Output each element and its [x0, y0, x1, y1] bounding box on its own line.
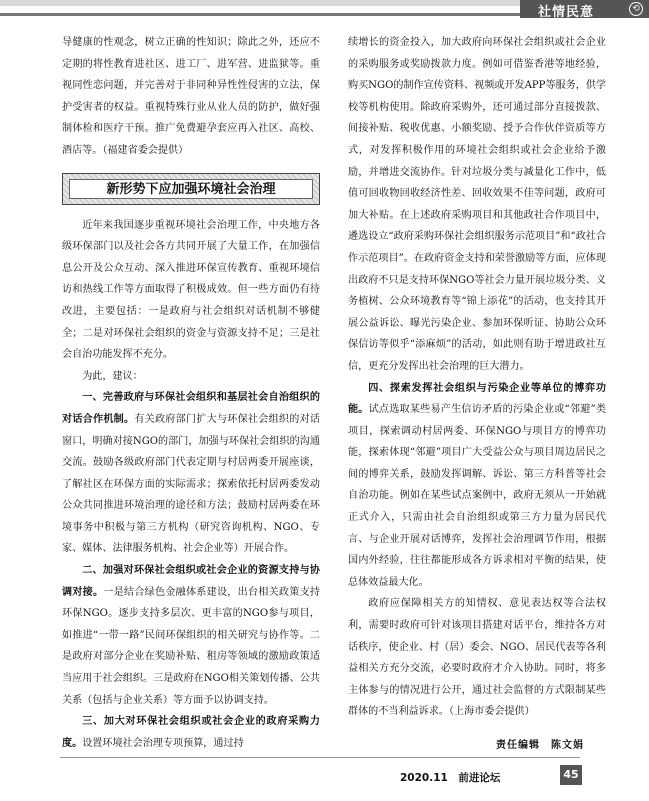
article-title: 新形势下应加强环境社会治理	[69, 179, 313, 199]
closing-paragraph	[348, 593, 606, 723]
suggestion-1-heading: 一、完善政府与环保社会组织和基层社会自治组织的对话合作机制。	[62, 392, 320, 425]
suggestion-3-continued: 续增长的资金投入，加大政府向环保社会组织或社会企业的采购服务或奖励拨款力度。例如可借鉴香港等地经验，购买NGO的制作宣传资料、视频或开发APP等服务，供学校等机构使用。除政府采购外，还可通过部分直接拨款、间接补贴、税收优惠、小额奖励、授予合作伙伴资质等方式，对发挥积极作用的环境社会组织或社会企业给予激励，并增进交流协作。针对垃圾分类与减量化工作中，低值可回收物回收经济性差、回收效果不佳等问题，政府可加大补贴。在上述政府采购项目和其他政社合作项目中，遴选设立“政府采购环保社会组织服务示范项目”和“政社合作示范项目”。在政府资金支持和荣誉激励等方面，应体现出政府不只是支持环保NGO等社会力量开展垃圾分类、义务植树、公众环境教育等“锦上添花”的活动，也支持其开展公益诉讼、曝光污染企业、参加环保听证、协助公众环保信访等似乎“添麻烦”的活动，如此则有助于增进政社互信，更充分发挥出社会治理的巨大潜力。	[348, 37, 607, 372]
suggestion-4-body: 试点选取某些易产生信访矛盾的污染企业或“邻避”类项目，探索调动村居两委、环保NGO与项目方的博弈功能，探索体现“邻避”项目广大受益公众与项目周边居民之间的博弈关系，鼓励发挥调解、诉讼、第三方科普等社会自治功能。例如在某些试点案例中，政府无须从一开始就正式介入，只需由社会自治组织或第三方力量为居民代言、与企业开展对话博弈，发挥社会治理调节作用，根据国内外经验，往往都能形成各方诉求相对平衡的结果，使总体效益最大化。	[348, 404, 606, 588]
circle-arrow-icon: ⟲	[629, 2, 643, 16]
suggestion-1-body: 有关政府部门扩大与环保社会组织的对话窗口，明确对接NGO的部门，加强与环保社会组织的沟通交流。鼓励各级政府部门代表定期与村居两委开展座谈，了解社区在环保方面的实际需求；探索依托村居两委发动公众共同推进环境治理的途径和方法；鼓励村居两委在环境事务中积极与第三方机构（研究咨询机构、NGO、专家、媒体、法律服务机构、社会企业等）开展合作。	[62, 413, 321, 555]
source-note-2: （上海市委会提供）	[448, 706, 535, 718]
article-title-box	[62, 173, 320, 205]
closing-text: 政府应保障相关方的知情权、意见表达权等合法权利，需要时政府可针对该项目搭建对话平台，维持各方对话秩序，使企业、村（居）委会、NGO、居民代表等各利益相关方充分交流，必要时政府才介入协助。同时，将多主体参与的情况进行公开，通过社会监督的方式限制某些群体的不当利益诉求。	[348, 598, 606, 718]
suggestion-1	[62, 387, 320, 560]
page-number: 45	[560, 765, 582, 785]
page-header	[0, 0, 649, 18]
suggestion-2-body: 一是结合绿色金融体系建设，出台相关政策支持环保NGO。逐步支持多层次、更丰富的NGO参与项目，如推进“一带一路”民间环保组织的相关研究与协作等。二是政府对部分企业在奖励补贴、租房等领域的激励政策适当应用于社会组织。三是政府在NGO相关策划传播、公共关系（包括与企业关系）等方面予以协调支持。	[62, 586, 321, 706]
intro-paragraph: 近年来我国逐步重视环境社会治理工作，中央地方各级环保部门以及社会各方共同开展了大量工作，在加强信息公开及公众互动、深入推进环保宣传教育、重视环境信访和热线工作等方面取得了积极成效。但一些方面仍有待改进，主要包括：一是政府与社会组织对话机制不够健全；二是对环保社会组织的资金与资源支持不足；三是社会自治功能发挥不充分。	[62, 219, 320, 361]
paragraph-continued	[62, 32, 320, 162]
right-column	[348, 32, 606, 723]
suggestion-lead: 为此，建议：	[82, 370, 143, 382]
footer-rule	[60, 757, 580, 758]
header-rule	[0, 13, 520, 16]
header-strip	[0, 0, 520, 6]
responsible-editor: 责任编辑 陈文娟	[496, 740, 584, 751]
source-note: （福建省委会提供）	[102, 144, 189, 156]
suggestion-2	[62, 560, 320, 711]
suggestion-3-heading: 三、加大对环保社会组织或社会企业的政府采购力度。	[62, 716, 320, 749]
suggestion-4	[348, 378, 606, 594]
left-column	[62, 32, 320, 754]
section-label	[520, 0, 649, 18]
suggestion-2-heading: 二、加强对环保社会组织或社会企业的资源支持与协调对接。	[62, 565, 320, 598]
paragraph-text: 导健康的性观念，树立正确的性知识；除此之外，还应不定期的将性教育进社区、进工厂、进军营、进监狱等。重视同性恋问题，并完善对于非同种异性性侵害的立法，保护受害者的权益。重视特殊行业从业人员的防护，做好强制体检和医疗干预。推广免费避孕套应再入社区、高校、酒店等。	[62, 37, 320, 156]
suggestion-4-heading: 四、探索发挥社会组织与污染企业等单位的博弈功能。	[348, 382, 606, 416]
issue-info: 2020.11 前进论坛	[400, 772, 501, 784]
suggestion-3	[62, 711, 320, 754]
suggestion-3-body: 设置环境社会治理专项预算，通过持	[82, 737, 244, 749]
section-title: 社情民意	[538, 5, 595, 20]
